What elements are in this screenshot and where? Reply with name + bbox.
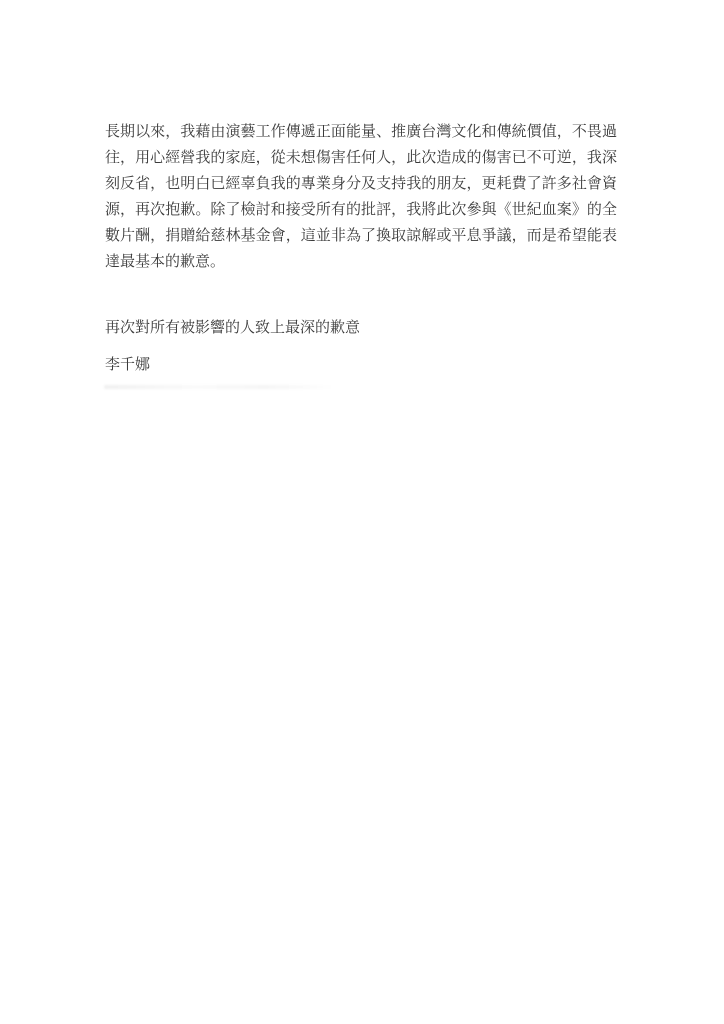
statement-body-paragraph: 長期以來，我藉由演藝工作傳遞正面能量、推廣台灣文化和傳統價值，不畏過往，用心經營我的家庭，從未想傷害任何人，此次造成的傷害已不可逆，我深刻反省，也明白已經辜負我的專業身分及支持我的朋友，更耗費了許多社會資源，再次抱歉。除了檢討和接受所有的批評，我將此次參與《世紀血案》的全數片酬，捐贈給慈林基金會，這並非為了換取諒解或平息爭議，而是希望能表達最基本的歉意。 (105, 122, 617, 270)
statement-content (105, 118, 617, 377)
scan-artifact (104, 385, 334, 389)
statement-closing-line: 再次對所有被影響的人致上最深的歉意 (105, 318, 361, 336)
signature-name: 李千娜 (105, 355, 151, 373)
